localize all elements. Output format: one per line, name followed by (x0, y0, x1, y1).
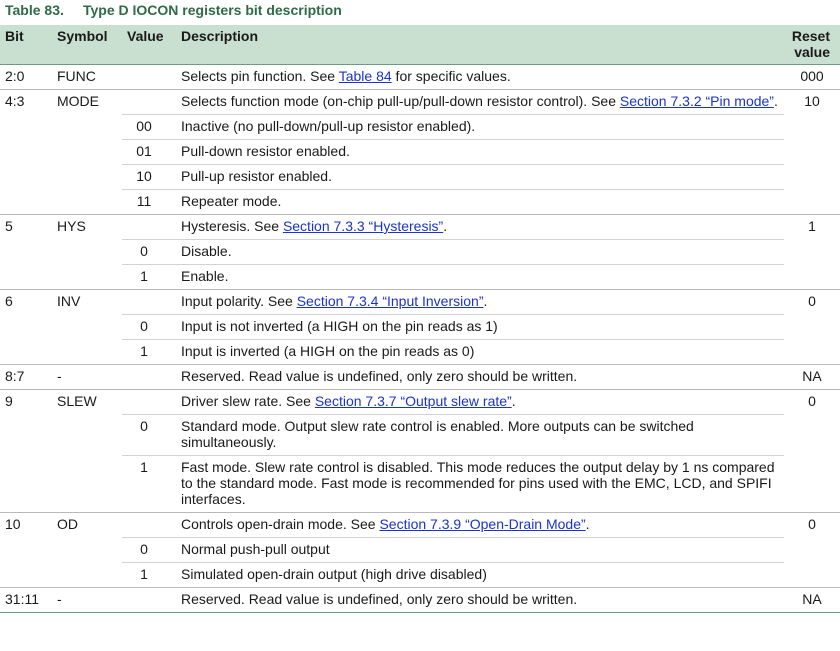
description-text: Driver slew rate. See (181, 393, 315, 409)
table-row (0, 390, 840, 415)
link-section-7-3-4[interactable]: Section 7.3.4 “Input Inversion” (296, 293, 484, 309)
description-cell (176, 65, 784, 90)
reset-cell: 0 (784, 513, 840, 588)
table-row (0, 340, 840, 365)
link-table-84[interactable]: Table 84 (338, 68, 392, 84)
header-reset-value: Reset value (784, 25, 840, 65)
table-row (0, 290, 840, 315)
description-cell: Input is inverted (a HIGH on the pin reads as 0) (176, 340, 784, 365)
description-cell: Fast mode. Slew rate control is disabled. This mode reduces the output delay by 1 ns compared to the standard mode. Fast mode is recommended for pins used with the EMC, LCD, and SPIFI interfaces. (176, 456, 784, 513)
description-cell: Normal push-pull output (176, 538, 784, 563)
description-cell: Simulated open-drain output (high drive disabled) (176, 563, 784, 588)
value-cell (122, 90, 176, 115)
table-row (0, 65, 840, 90)
table-row (0, 415, 840, 456)
table-title: Type D IOCON registers bit description (83, 2, 342, 18)
description-cell (176, 215, 784, 240)
header-bit: Bit (0, 25, 52, 65)
reset-cell: 0 (784, 290, 840, 365)
bit-cell: 4:3 (0, 90, 52, 215)
bit-cell: 8:7 (0, 365, 52, 390)
value-cell: 1 (122, 340, 176, 365)
description-text: for specific values. (391, 68, 511, 84)
header-symbol: Symbol (52, 25, 122, 65)
value-cell (122, 290, 176, 315)
symbol-cell: - (52, 588, 122, 613)
description-cell: Repeater mode. (176, 190, 784, 215)
symbol-cell: OD (52, 513, 122, 588)
description-text: . (443, 218, 448, 234)
reset-cell: NA (784, 588, 840, 613)
reset-cell: 0 (784, 390, 840, 513)
symbol-cell: - (52, 365, 122, 390)
value-cell: 1 (122, 265, 176, 290)
description-text: . (483, 293, 488, 309)
table-row (0, 215, 840, 240)
description-text: Input polarity. See (181, 293, 297, 309)
description-cell: Reserved. Read value is undefined, only zero should be written. (176, 365, 784, 390)
reset-cell: 000 (784, 65, 840, 90)
value-cell: 00 (122, 115, 176, 140)
table-row (0, 140, 840, 165)
table-row (0, 456, 840, 513)
description-cell: Inactive (no pull-down/pull-up resistor enabled). (176, 115, 784, 140)
description-cell: Standard mode. Output slew rate control is enabled. More outputs can be switched simultaneously. (176, 415, 784, 456)
description-text: . (511, 393, 516, 409)
register-bit-table (0, 25, 840, 613)
symbol-cell: MODE (52, 90, 122, 215)
table-row (0, 315, 840, 340)
value-cell: 1 (122, 563, 176, 588)
table-row (0, 265, 840, 290)
symbol-cell: FUNC (52, 65, 122, 90)
bit-cell: 2:0 (0, 65, 52, 90)
link-section-7-3-3[interactable]: Section 7.3.3 “Hysteresis” (282, 218, 444, 234)
description-cell (176, 290, 784, 315)
bit-cell: 31:11 (0, 588, 52, 613)
bit-cell: 6 (0, 290, 52, 365)
link-section-7-3-2[interactable]: Section 7.3.2 “Pin mode” (619, 93, 774, 109)
table-row (0, 115, 840, 140)
description-cell: Disable. (176, 240, 784, 265)
table-row (0, 513, 840, 538)
description-cell: Pull-up resistor enabled. (176, 165, 784, 190)
description-text: Controls open-drain mode. See (181, 516, 380, 532)
value-cell: 11 (122, 190, 176, 215)
table-row (0, 538, 840, 563)
description-text: Hysteresis. See (181, 218, 283, 234)
table-row (0, 190, 840, 215)
description-text: . (773, 93, 778, 109)
value-cell: 10 (122, 165, 176, 190)
value-cell: 0 (122, 315, 176, 340)
link-section-7-3-7[interactable]: Section 7.3.7 “Output slew rate” (314, 393, 512, 409)
bit-cell: 10 (0, 513, 52, 588)
reset-cell: NA (784, 365, 840, 390)
table-row (0, 90, 840, 115)
value-cell (122, 365, 176, 390)
bit-cell: 9 (0, 390, 52, 513)
description-cell (176, 90, 784, 115)
table-row (0, 165, 840, 190)
symbol-cell: HYS (52, 215, 122, 290)
value-cell (122, 215, 176, 240)
value-cell: 0 (122, 415, 176, 456)
value-cell (122, 390, 176, 415)
description-cell (176, 390, 784, 415)
reset-cell: 1 (784, 215, 840, 290)
value-cell: 1 (122, 456, 176, 513)
value-cell: 01 (122, 140, 176, 165)
table-row (0, 563, 840, 588)
table-number: Table 83. (5, 2, 64, 18)
header-description: Description (176, 25, 784, 65)
bit-cell: 5 (0, 215, 52, 290)
table-row (0, 365, 840, 390)
symbol-cell: SLEW (52, 390, 122, 513)
description-cell: Enable. (176, 265, 784, 290)
description-text: . (585, 516, 590, 532)
table-row (0, 588, 840, 613)
header-row (0, 25, 840, 65)
value-cell: 0 (122, 240, 176, 265)
link-section-7-3-9[interactable]: Section 7.3.9 “Open-Drain Mode” (379, 516, 586, 532)
description-cell: Input is not inverted (a HIGH on the pin reads as 1) (176, 315, 784, 340)
reset-cell: 10 (784, 90, 840, 215)
header-value: Value (122, 25, 176, 65)
description-cell (176, 513, 784, 538)
table-row (0, 240, 840, 265)
value-cell (122, 513, 176, 538)
description-cell: Pull-down resistor enabled. (176, 140, 784, 165)
description-text: Selects function mode (on-chip pull-up/pull-down resistor control). See (181, 93, 620, 109)
value-cell: 0 (122, 538, 176, 563)
table-caption (5, 2, 342, 18)
description-cell: Reserved. Read value is undefined, only zero should be written. (176, 588, 784, 613)
value-cell (122, 588, 176, 613)
symbol-cell: INV (52, 290, 122, 365)
description-text: Selects pin function. See (181, 68, 339, 84)
value-cell (122, 65, 176, 90)
